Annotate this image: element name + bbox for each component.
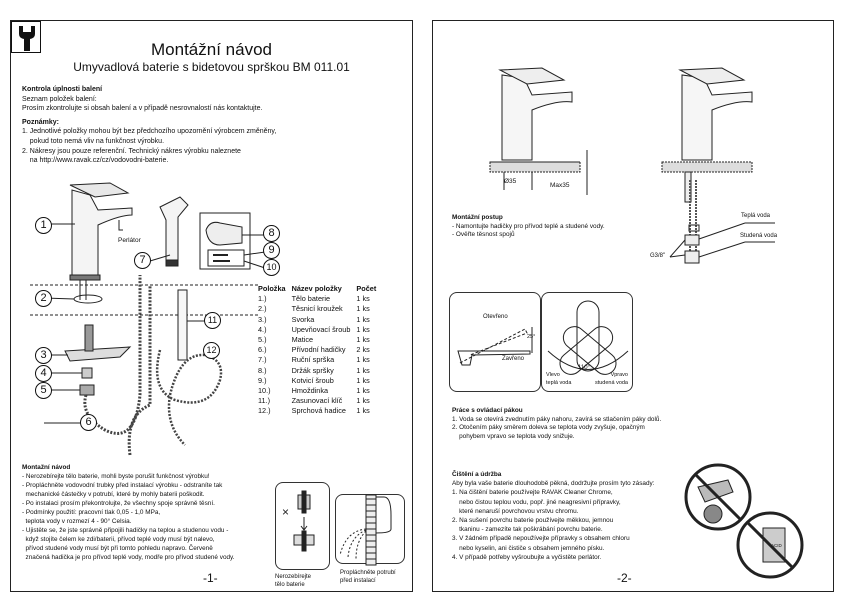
operation-line: 2. Otočením páky směrem doleva se teplota vody zvyšuje, opačným [452,424,645,432]
screw-drawing [82,368,92,378]
caption-line: Nerozebírejte [275,574,312,580]
caption-line: tělo baterie [275,581,305,588]
package-check-section [22,85,276,166]
item-number: 4.) [258,324,267,334]
page-subtitle: Umyvadlová baterie s bidetovou sprškou BM 011.01 [73,60,350,74]
cleaning-line: 1. Na čištění baterie používejte RAVAK Cleaner Chrome, [452,489,613,497]
cleaning-line: nebo čistou teplou vodu, popř. jiné neagresivní přípravky, [452,498,621,506]
notes-heading: Poznámky: [22,118,59,126]
install-line: když stojíte čelem ke zdi/baterii, přívod teplé vody musí být nalevo, [22,536,215,543]
item-number: 6.) [258,345,267,355]
callout-9: 9 [263,242,280,259]
parts-table-row [258,376,382,386]
item-count: 1 ks [356,355,370,365]
hot-water-sub-label: teplá voda [546,380,572,386]
cleaning-section [452,470,655,562]
install-line: značená hadička je pro přívod teplé vody, modře pro přívod studené vody. [22,554,235,561]
item-count: 1 ks [356,294,370,304]
callout-10: 10 [263,259,280,276]
install-line: přívod studené vody musí být při tomto pohledu napravo. Červeně [22,545,213,552]
callout-7: 7 [134,252,151,269]
mounting-heading: Montážní postup [452,214,503,221]
tilt-angle-label: 25° [527,334,536,340]
parts-table-row [258,325,382,335]
insert-key-drawing [178,290,187,360]
note-line: na http://www.ravak.cz/cz/vodovodni-baterie. [22,157,169,165]
parts-table-row [258,406,382,416]
item-number: 12.) [258,406,271,416]
package-check-heading: Kontrola úplnosti balení [22,86,103,93]
parts-table-row [258,366,382,376]
thread-label: G3/8" [650,253,666,259]
callout-12: 12 [203,342,220,359]
hot-water-label: Teplá voda [741,213,771,219]
item-name: Přívodní hadičky [291,345,346,355]
dimension-max: Max35 [550,182,570,189]
caption-line: Propláchněte potrubí [340,570,396,576]
cleaning-line: Aby byla vaše baterie dlouhodobě pěkná, dodržujte prosím tyto zásady: [452,480,655,488]
operation-heading: Práce s ovládací pákou [452,407,523,414]
left-label: Vlevo [546,372,560,378]
item-count: 1 ks [356,304,370,314]
hand-shower-drawing [160,197,188,266]
callout-6: 6 [80,414,97,431]
item-number: 3.) [258,314,267,324]
parts-table-header [258,284,382,294]
item-number: 11.) [258,396,271,406]
parts-table [258,284,382,417]
rotation-angle-label: 110° [578,365,590,371]
flush-pipes-figure [335,494,405,564]
package-check-line: Prosím zkontrolujte si obsah balení a v případě nesrovnalostí nás kontaktujte. [22,105,263,113]
parts-table-row [258,396,382,406]
right-cold-label [592,371,628,387]
item-count: 1 ks [356,396,370,406]
item-number: 2.) [258,304,267,314]
callout-3: 3 [35,347,52,364]
item-name: Ruční sprška [291,355,335,365]
callout-1: 1 [35,217,52,234]
clamp-drawing [65,325,130,361]
item-name: Sprchová hadice [291,406,346,416]
operation-line: pohybem vpravo se teplota vody snižuje. [452,433,575,441]
callout-4: 4 [35,365,52,382]
cold-water-label: Studená voda [740,233,778,239]
item-number: 5.) [258,335,267,345]
header-count: Počet [356,284,377,293]
install-line: - Po instalaci prosím překontrolujte, že všechny spoje správně těsní. [22,500,215,507]
parts-table-row [258,355,382,365]
callout-11: 11 [204,312,221,329]
item-name: Zasunovací klíč [291,396,343,406]
seal-ring-drawing [74,295,102,303]
cleaning-heading: Čištění a údržba [452,471,502,478]
left-hot-label [546,371,571,387]
item-count: 1 ks [356,386,370,396]
item-count: 1 ks [356,324,370,334]
cleaning-line: 2. Na sušení povrchu baterie používejte měkkou, jemnou [452,517,614,525]
item-name: Hmoždinka [291,386,329,396]
callout-2: 2 [35,290,52,307]
dimension-diameter: Ø35 [504,178,517,185]
item-count: 1 ks [356,365,370,375]
parts-table-row [258,335,382,345]
cold-water-sub-label: studená voda [594,380,628,386]
item-count: 1 ks [356,335,370,345]
package-check-line: Seznam položek balení: [22,95,97,103]
page-title: Montážní návod [151,40,272,59]
item-number: 10.) [258,386,271,396]
item-number: 8.) [258,365,267,375]
caption-line: před instalací [340,577,376,584]
install-heading: Montažní návod [22,464,71,471]
aerator-label: Perlátor [118,237,141,244]
install-line: - Podmínky použití: pracovní tlak 0,05 - 1,0 MPa, [22,509,161,516]
open-label: Otevřeno [483,314,508,320]
item-name: Upevňovací šroub [291,324,351,334]
parts-table-row [258,345,382,355]
item-count: 1 ks [356,314,370,324]
install-section [22,463,235,562]
header-name: Název položky [291,284,342,293]
cleaning-line: 3. V žádném případě nepoužívejte přípravky s obsahem chloru [452,535,630,543]
install-line: - Ujistěte se, že jste správně připojili hadičky na teplou a studenou vodu - [22,527,229,534]
note-line: pokud toto nemá vliv na funkčnost výrobku. [22,137,165,145]
item-number: 9.) [258,375,267,385]
parts-table-row [258,304,382,314]
cleaning-line: 4. V případě potřeby vyšroubujte a vyčistěte perlátor. [452,553,602,561]
operation-line: 1. Voda se otevírá zvednutím páky nahoru, zavírá se stlačením páky dolů. [452,415,662,423]
no-acid-icon [735,510,805,580]
item-name: Tělo baterie [291,294,331,304]
install-line: mechanické částečky v potrubí, které by mohly baterii poškodit. [22,491,205,498]
item-number: 7.) [258,355,267,365]
item-name: Těsnicí kroužek [291,304,343,314]
caption-do-not-disassemble [275,574,311,589]
note-line: 1. Jednotlivé položky mohou být bez předchozího upozornění výrobcem změněny, [22,128,277,136]
install-line: - Nerozebírejte tělo baterie, mohli byste porušit funkčnost výrobku! [22,473,210,480]
right-label: Vpravo [610,372,628,378]
item-name: Svorka [291,314,315,324]
item-count: 2 ks [356,345,370,355]
page-number-2: -2- [617,571,632,585]
mounting-line: - Namontujte hadičky pro přívod teplé a studené vody. [452,222,605,230]
caption-flush-pipes [340,570,396,585]
item-count: 1 ks [356,406,370,416]
item-number: 1.) [258,294,267,304]
faucet-installation-drawing [432,20,834,220]
install-line: - Propláchněte vodovodní trubky před instalací výrobku - odstraníte tak [22,482,223,489]
cleaning-line: nebo kyselin, ani čističe s obsahem jemného písku. [452,544,605,552]
callout-8: 8 [263,225,280,242]
parts-table-row [258,294,382,304]
do-not-disassemble-figure [275,482,330,570]
item-name: Matice [291,335,314,345]
parts-table-row [258,386,382,396]
operation-section [452,407,661,442]
cleaning-line: tkaninu - zamezíte tak poškrábání povrchu baterie. [452,526,603,534]
closed-label: Zavřeno [502,356,525,362]
mounting-line: - Ověřte těsnost spojů [452,231,515,238]
item-name: Držák spršky [291,365,334,375]
install-line: teplota vody v rozmezí 4 - 90° Celsia. [22,518,132,525]
svg-text:×: × [282,505,290,519]
cleaning-line: které nenaruší povrchovou vrstvu chromu. [452,507,579,515]
page-number-1: -1- [203,571,218,585]
item-name: Kotvicí šroub [291,375,334,385]
shower-hose-drawing [157,350,221,445]
item-count: 1 ks [356,375,370,385]
acid-label: ACID [771,543,782,548]
mounting-section [452,214,605,240]
note-line: 2. Nákresy jsou pouze referenční. Technický nákres výrobku naleznete [22,147,241,155]
header-item: Položka [258,284,286,293]
parts-table-row [258,315,382,325]
nut-drawing [80,385,94,395]
callout-5: 5 [35,382,52,399]
